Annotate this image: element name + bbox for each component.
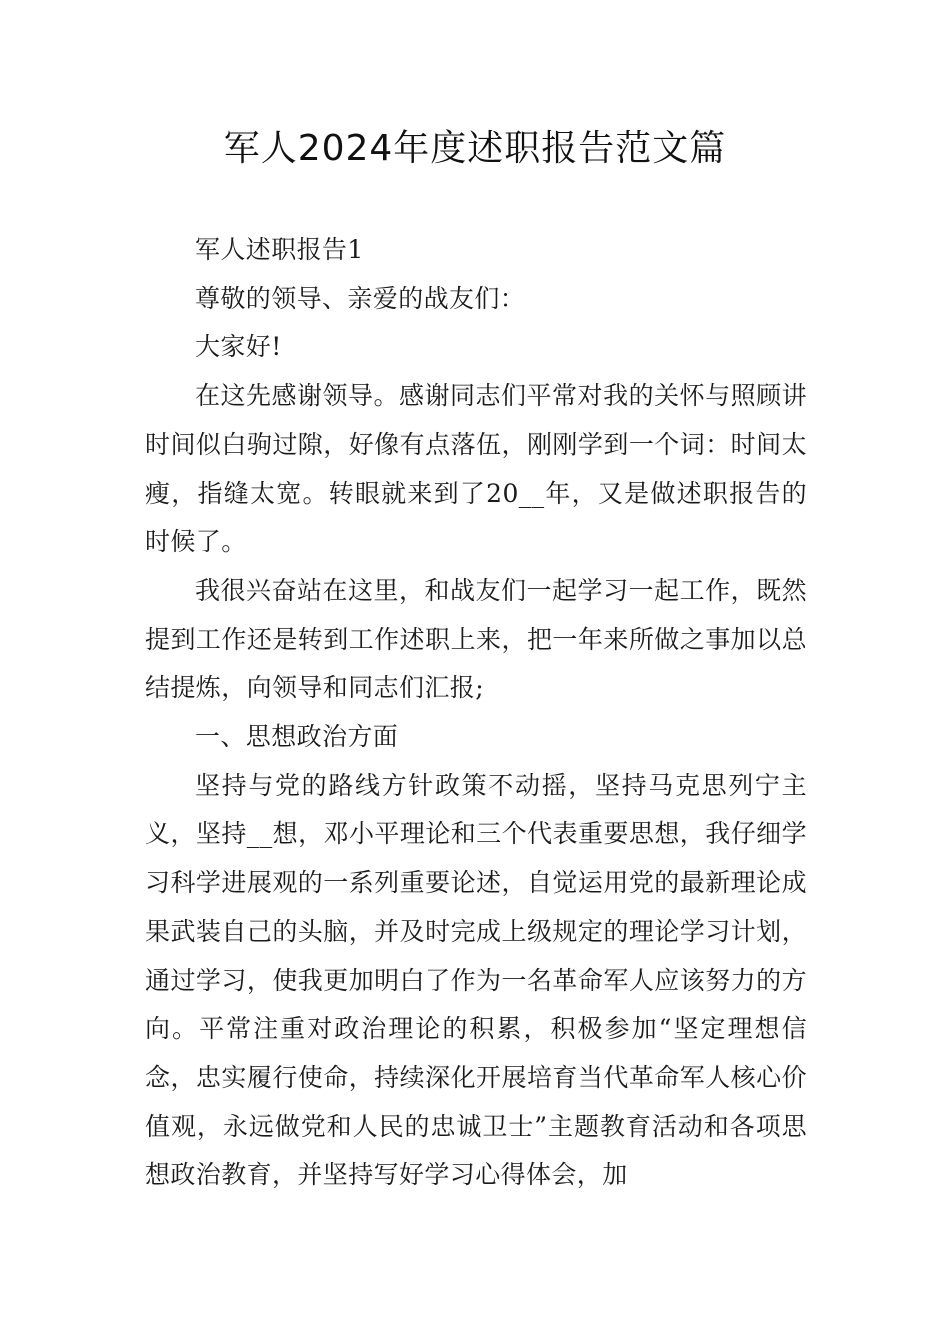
document-body	[145, 226, 807, 1200]
paragraph-report-heading: 军人述职报告1	[195, 235, 364, 264]
section-heading-politics: 一、思想政治方面	[195, 722, 399, 752]
paragraph-salutation: 尊敬的领导、亲爱的战友们：	[195, 283, 526, 313]
paragraph-thanks: 在这先感谢领导。感谢同志们平常对我的关怀与照顾讲时间似白驹过隙，好像有点落伍，刚刚学到一个词：时间太瘦，指缝太宽。转眼就来到了20__年，又是做述职报告的时候了。	[145, 381, 807, 557]
paragraph-politics: 坚持与党的路线方针政策不动摇，坚持马克思列宁主义，坚持__想，邓小平理论和三个代表重要思想，我仔细学习科学进展观的一系列重要论述，自觉运用党的最新理论成果武装自己的头脑，并及时完成上级规定的理论学习计划，通过学习，使我更加明白了作为一名革命军人应该努力的方向。平常注重对政治理论的积累，积极参加“坚定理想信念，忠实履行使命，持续深化开展培育当代革命军人核心价值观，永远做党和人民的忠诚卫士”主题教育活动和各项思想政治教育，并坚持写好学习心得体会，加	[145, 770, 807, 1190]
paragraph-greeting: 大家好!	[195, 332, 282, 362]
document-title: 军人2024年度述职报告范文篇	[223, 128, 727, 169]
paragraph-intro: 我很兴奋站在这里，和战友们一起学习一起工作，既然提到工作还是转到工作述职上来，把一年来所做之事加以总结提炼，向领导和同志们汇报;	[145, 575, 807, 703]
